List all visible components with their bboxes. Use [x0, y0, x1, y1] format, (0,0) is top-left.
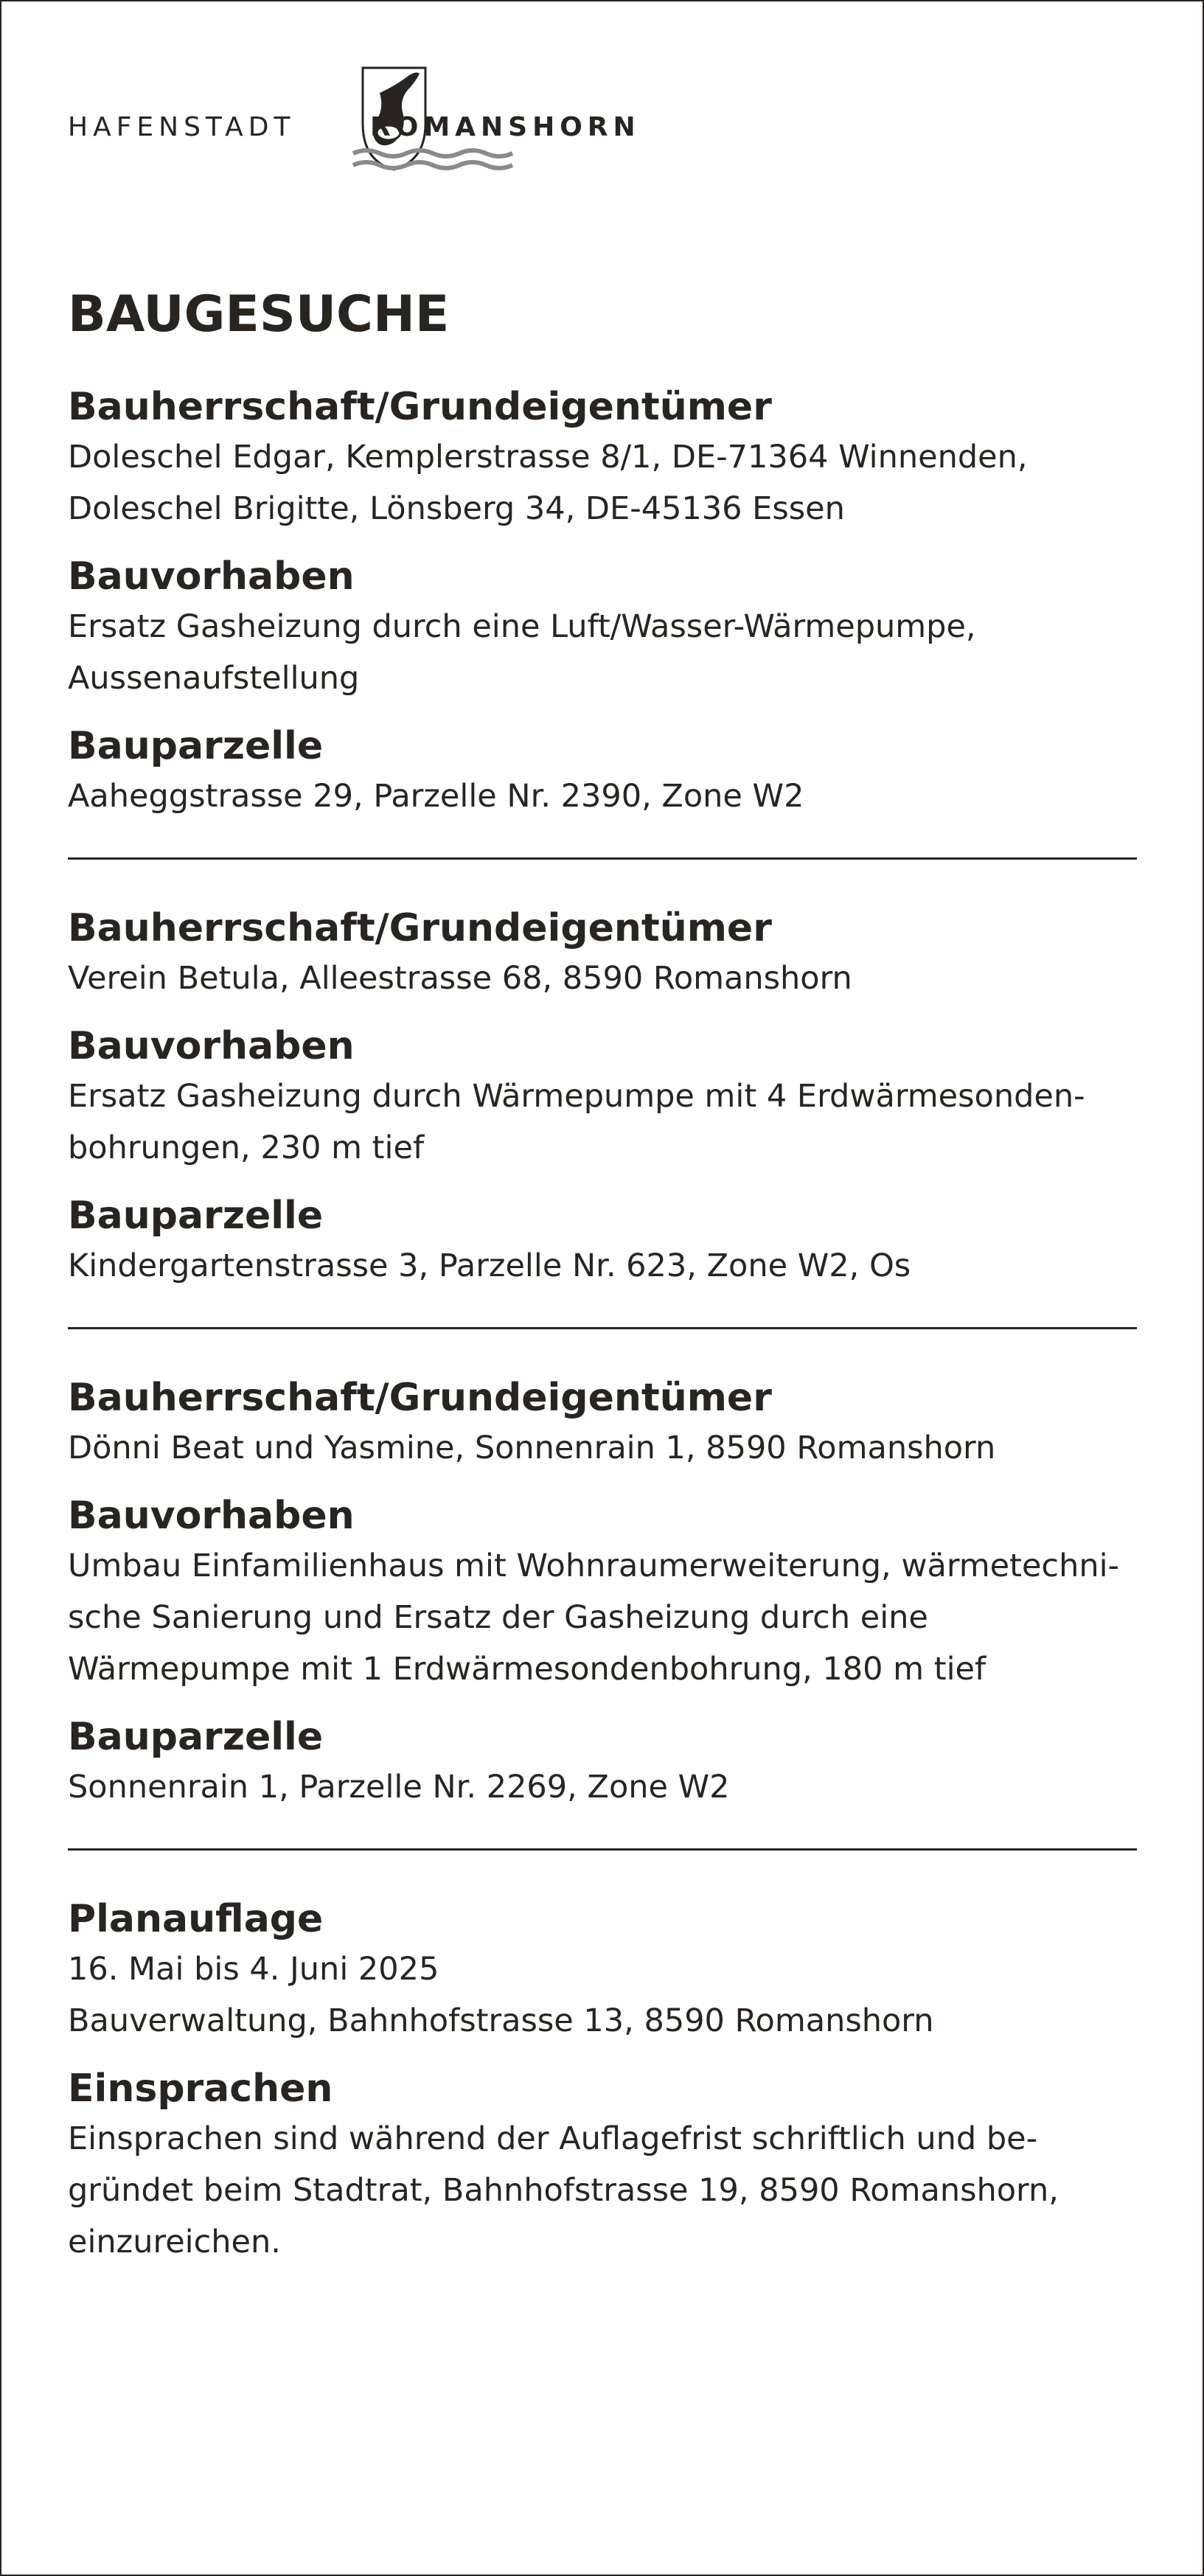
project-line: Aussenaufstellung [68, 660, 360, 697]
owner-block [68, 904, 1137, 1004]
building-application-1 [68, 383, 1137, 860]
parcel-line: Sonnenrain 1, Parzelle Nr. 2269, Zone W2 [68, 1769, 730, 1806]
building-application-2 [68, 904, 1137, 1329]
project-line: Ersatz Gasheizung durch eine Luft/Wasser-Wärmepumpe, [68, 608, 976, 645]
project-line: Ersatz Gasheizung durch Wärmepumpe mit 4 Erdwärmesonden- [68, 1078, 1085, 1115]
project-line: bohrungen, 230 m tief [68, 1129, 425, 1166]
project-line: Umbau Einfamilienhaus mit Wohnraumerweiterung, wärmetechni- [68, 1548, 1120, 1584]
parcel-label: Bauparzelle [68, 1194, 324, 1238]
planauflage-line: Bauverwaltung, Bahnhofstrasse 13, 8590 Romanshorn [68, 2002, 934, 2039]
einsprachen-line: einzureichen. [68, 2224, 281, 2260]
planauflage-line: 16. Mai bis 4. Juni 2025 [68, 1951, 439, 1988]
project-line: sche Sanierung und Ersatz der Gasheizung durch eine [68, 1599, 928, 1636]
logo-hafenstadt-text: HAFENSTADT [68, 112, 296, 142]
owner-line: Dönni Beat und Yasmine, Sonnenrain 1, 8590 Romanshorn [68, 1430, 996, 1466]
owner-line: Verein Betula, Alleestrasse 68, 8590 Romanshorn [68, 960, 852, 997]
einsprachen-block [68, 2064, 1137, 2268]
public-display-section [68, 1895, 1137, 2268]
project-label: Bauvorhaben [68, 1494, 355, 1538]
project-line: Wärmepumpe mit 1 Erdwärmesondenbohrung, 180 m tief [68, 1651, 986, 1688]
header-logo [68, 66, 658, 177]
project-block [68, 552, 1137, 704]
owner-block [68, 1374, 1137, 1474]
einsprachen-line: gründet beim Stadtrat, Bahnhofstrasse 19, 8590 Romanshorn, [68, 2172, 1059, 2209]
owner-line: Doleschel Edgar, Kemplerstrasse 8/1, DE-71364 Winnenden, [68, 439, 1028, 476]
owner-line: Doleschel Brigitte, Lönsberg 34, DE-45136 Essen [68, 490, 845, 527]
project-block [68, 1491, 1137, 1695]
page-title: BAUGESUCHE [68, 285, 450, 344]
owner-label: Bauherrschaft/Grundeigentümer [68, 906, 772, 950]
planauflage-block [68, 1895, 1137, 2047]
parcel-line: Aaheggstrasse 29, Parzelle Nr. 2390, Zone W2 [68, 778, 804, 815]
logo-romanshorn-text: ROMANSHORN [370, 112, 641, 142]
owner-block [68, 383, 1137, 535]
planauflage-label: Planauflage [68, 1897, 324, 1941]
parcel-block [68, 1191, 1137, 1292]
building-application-3 [68, 1374, 1137, 1851]
project-label: Bauvorhaben [68, 554, 355, 599]
parcel-label: Bauparzelle [68, 1715, 324, 1759]
owner-label: Bauherrschaft/Grundeigentümer [68, 1376, 772, 1420]
parcel-block [68, 1713, 1137, 1813]
project-block [68, 1022, 1137, 1174]
notice-content [68, 285, 1137, 2286]
parcel-block [68, 722, 1137, 822]
einsprachen-label: Einsprachen [68, 2067, 333, 2111]
owner-label: Bauherrschaft/Grundeigentümer [68, 385, 772, 429]
project-label: Bauvorhaben [68, 1024, 355, 1068]
parcel-label: Bauparzelle [68, 724, 324, 768]
parcel-line: Kindergartenstrasse 3, Parzelle Nr. 623, Zone W2, Os [68, 1247, 911, 1284]
einsprachen-line: Einsprachen sind während der Auflagefrist schriftlich und be- [68, 2120, 1038, 2157]
